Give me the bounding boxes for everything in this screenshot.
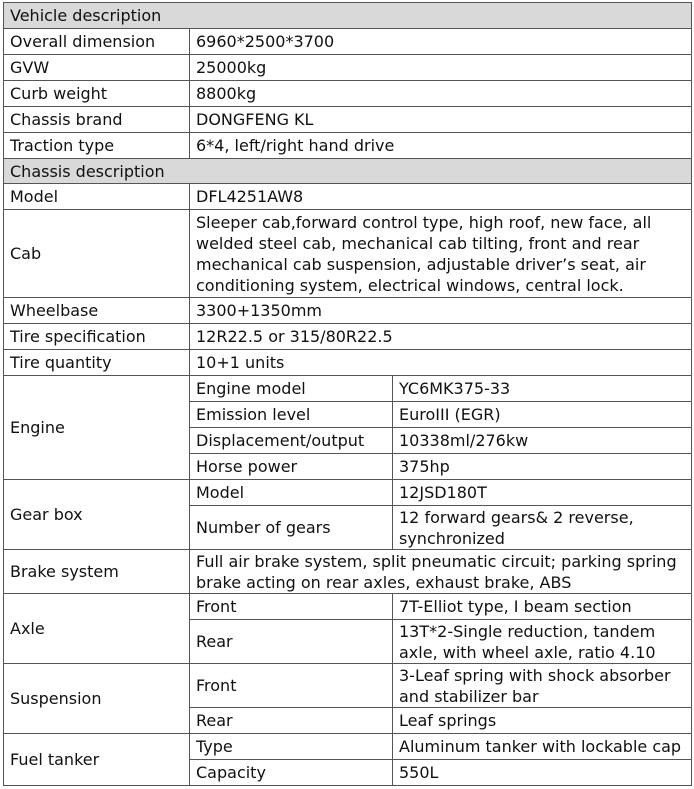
row-value: 6*4, left/right hand drive <box>190 133 692 159</box>
row-value: 25000kg <box>190 55 692 81</box>
table-row <box>4 734 692 760</box>
sub-value: 550L <box>393 760 692 786</box>
vehicle-spec-table <box>3 2 692 786</box>
table-row <box>4 210 692 298</box>
row-label: Tire quantity <box>4 350 190 376</box>
row-value: DONGFENG KL <box>190 107 692 133</box>
group-label-fuel-tanker: Fuel tanker <box>4 734 190 786</box>
sub-value: 12 forward gears& 2 reverse, synchronized <box>393 506 692 550</box>
row-label: Wheelbase <box>4 298 190 324</box>
sub-label: Front <box>190 664 393 708</box>
row-value: Sleeper cab,forward control type, high roof, new face, all welded steel cab, mechanical cab tilting, front and rear mechanical cab suspension, adjustable driver’s seat, air conditioning system, electrical windows, central lock. <box>190 210 692 298</box>
sub-value: 12JSD180T <box>393 480 692 506</box>
row-label: Tire specification <box>4 324 190 350</box>
group-label-axle: Axle <box>4 594 190 664</box>
row-label: Chassis brand <box>4 107 190 133</box>
table-row <box>4 594 692 620</box>
sub-label: Front <box>190 594 393 620</box>
row-value: 10+1 units <box>190 350 692 376</box>
sub-value: 10338ml/276kw <box>393 428 692 454</box>
table-row <box>4 107 692 133</box>
sub-value: 7T-Elliot type, I beam section <box>393 594 692 620</box>
sub-label: Rear <box>190 708 393 734</box>
table-row <box>4 184 692 210</box>
group-label-engine: Engine <box>4 376 190 480</box>
sub-label: Horse power <box>190 454 393 480</box>
table-row <box>4 664 692 708</box>
sub-label: Model <box>190 480 393 506</box>
sub-label: Emission level <box>190 402 393 428</box>
section-title-vehicle: Vehicle description <box>4 3 692 29</box>
table-row <box>4 81 692 107</box>
sub-label: Capacity <box>190 760 393 786</box>
table-row <box>4 324 692 350</box>
row-label: Overall dimension <box>4 29 190 55</box>
row-label: Brake system <box>4 550 190 594</box>
sub-value: 13T*2-Single reduction, tandem axle, with wheel axle, ratio 4.10 <box>393 620 692 664</box>
row-value: 6960*2500*3700 <box>190 29 692 55</box>
table-row <box>4 298 692 324</box>
sub-label: Type <box>190 734 393 760</box>
sub-label: Rear <box>190 620 393 664</box>
section-title-chassis: Chassis description <box>4 159 692 184</box>
row-label: Traction type <box>4 133 190 159</box>
row-label: Curb weight <box>4 81 190 107</box>
sub-value: Aluminum tanker with lockable cap <box>393 734 692 760</box>
row-value: 8800kg <box>190 81 692 107</box>
sub-value: Leaf springs <box>393 708 692 734</box>
row-value: DFL4251AW8 <box>190 184 692 210</box>
table-row <box>4 550 692 594</box>
table-row <box>4 133 692 159</box>
section-row-chassis <box>4 159 692 184</box>
row-value: Full air brake system, split pneumatic circuit; parking spring brake acting on rear axles, exhaust brake, ABS <box>190 550 692 594</box>
sub-label: Displacement/output <box>190 428 393 454</box>
group-label-gear-box: Gear box <box>4 480 190 550</box>
table-row <box>4 55 692 81</box>
group-label-suspension: Suspension <box>4 664 190 734</box>
row-label: GVW <box>4 55 190 81</box>
table-row <box>4 376 692 402</box>
table-row <box>4 29 692 55</box>
table-row <box>4 350 692 376</box>
sub-value: EuroIII (EGR) <box>393 402 692 428</box>
sub-value: 3-Leaf spring with shock absorber and stabilizer bar <box>393 664 692 708</box>
row-value: 12R22.5 or 315/80R22.5 <box>190 324 692 350</box>
sub-label: Number of gears <box>190 506 393 550</box>
sub-value: YC6MK375-33 <box>393 376 692 402</box>
row-value: 3300+1350mm <box>190 298 692 324</box>
row-label: Cab <box>4 210 190 298</box>
row-label: Model <box>4 184 190 210</box>
sub-label: Engine model <box>190 376 393 402</box>
section-row-vehicle <box>4 3 692 29</box>
sub-value: 375hp <box>393 454 692 480</box>
table-row <box>4 480 692 506</box>
